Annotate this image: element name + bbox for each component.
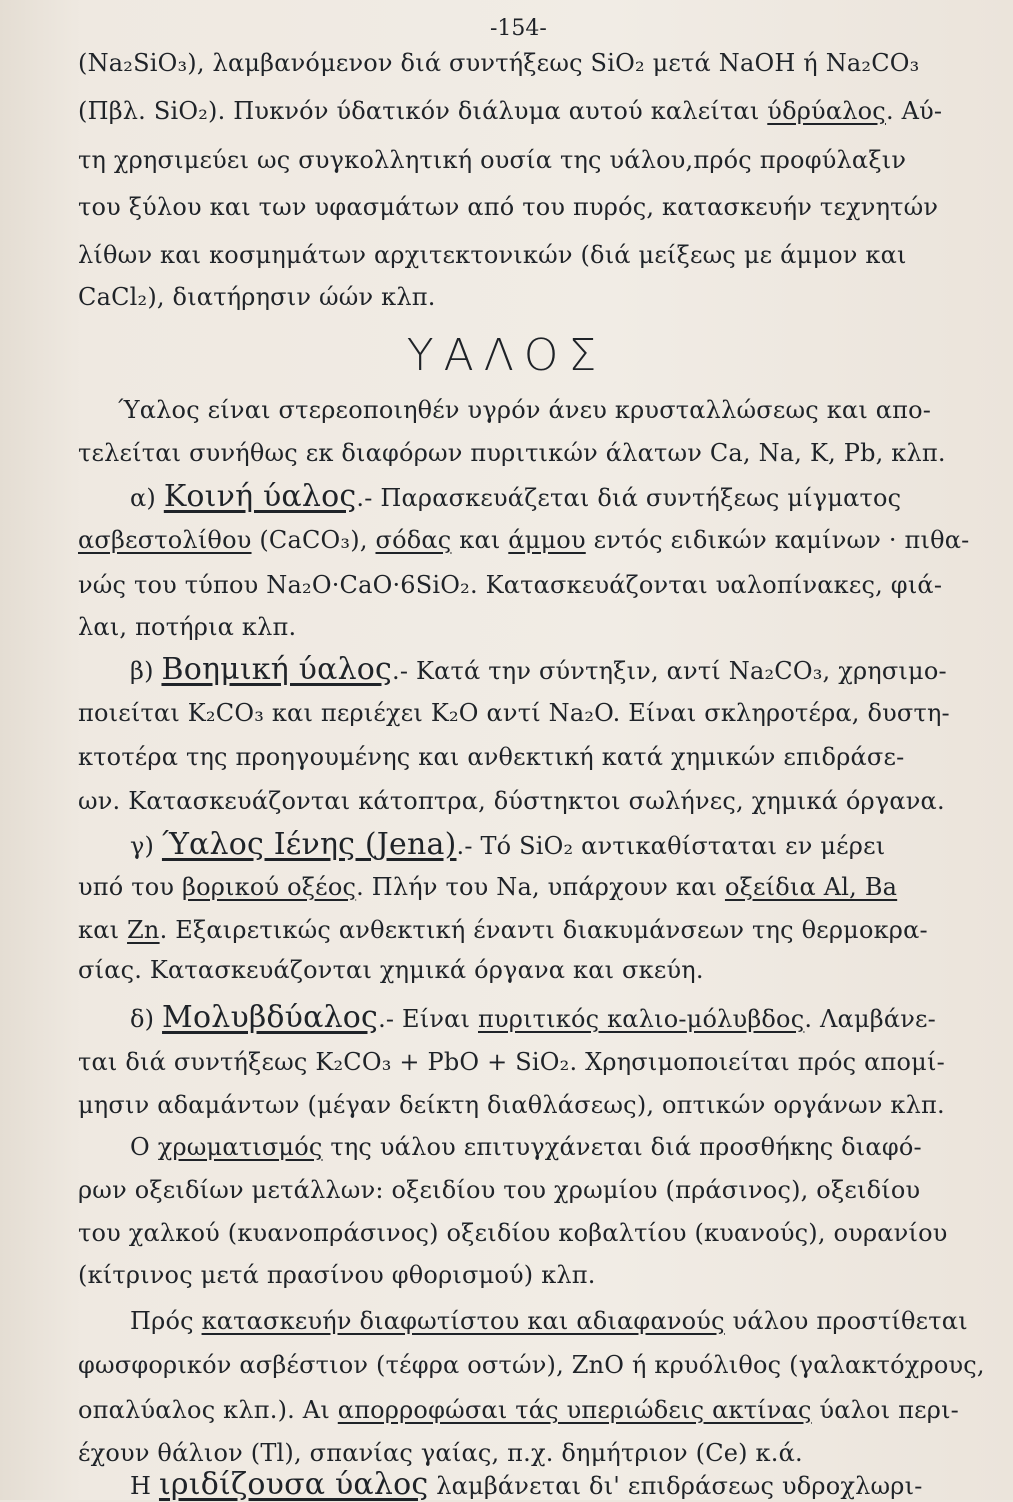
- page-number: -154-: [490, 16, 547, 41]
- term-iena-yalos: Ύαλος Ιένης (Jena): [161, 827, 457, 862]
- term-pyritikos: πυριτικός καλιο-μόλυβδος: [478, 1005, 805, 1033]
- term-xromatismos: χρωματισμός: [157, 1133, 323, 1161]
- item-a-marker: α): [130, 484, 164, 512]
- text-line-31: έχουν θάλιον (Tl), σπανίας γαίας, π.χ. δημήτριον (Ce) κ.ά.: [78, 1439, 803, 1467]
- text-line-5: λίθων και κοσμημάτων αρχιτεκτονικών (διά μείξεως με άμμον και: [78, 241, 907, 269]
- line-19-start: και: [78, 916, 128, 944]
- text-line-18: [78, 872, 983, 902]
- line-24-tail: της υάλου επιτυγχάνεται διά προσθήκης διαφό-: [322, 1133, 922, 1161]
- term-aporrofosai: απορροφώσαι τάς υπεριώδεις ακτίνας: [337, 1396, 812, 1424]
- item-a-line: [130, 479, 983, 514]
- line-30-start: οπαλύαλος κλπ.). Αι: [78, 1396, 338, 1424]
- item-b-line: [130, 652, 983, 687]
- term-hydryalos: ύδρύαλος: [767, 97, 886, 125]
- text-line-4: του ξύλου και των υφασμάτων από του πυρός, κατασκευήν τεχνητών: [78, 193, 939, 221]
- text-line-25: ρων οξειδίων μετάλλων: οξειδίου του χρωμίου (πράσινος), οξειδίου: [78, 1176, 921, 1204]
- term-kataskeuhn: κατασκευήν διαφωτίστου και αδιαφανούς: [201, 1307, 725, 1335]
- item-a-tail: .- Παρασκευάζεται διά συντήξεως μίγματος: [356, 484, 902, 512]
- term-molyvdyalos: Μολυβδύαλος: [162, 1000, 379, 1035]
- text-line-32: [130, 1467, 983, 1502]
- text-line-11: νώς του τύπου Na₂O·CaO·6SiO₂. Κατασκευάζονται υαλοπίνακες, φιά-: [78, 571, 943, 599]
- text-line-22: ται διά συντήξεως K₂CO₃ + PbO + SiO₂. Χρησιμοποιείται πρός απομί-: [78, 1048, 945, 1076]
- item-c-line: [130, 827, 983, 862]
- text-line-24: [130, 1132, 983, 1162]
- text-line-3: τη χρησιμεύει ως συγκολλητική ουσία της υάλου,πρός προφύλαξιν: [78, 146, 907, 174]
- item-d-marker: δ): [130, 1005, 163, 1033]
- item-d-tail: . Λαμβάνε-: [804, 1005, 936, 1033]
- text-line-28: [130, 1306, 983, 1336]
- text-line-15: κτοτέρα της προηγουμένης και ανθεκτική κατά χημικών επιδράσε-: [78, 743, 905, 771]
- term-zn: Zn: [127, 916, 160, 944]
- line-18-mid: . Πλήν του Na, υπάρχουν και: [356, 873, 725, 901]
- caco3-text: (CaCO₃),: [251, 526, 376, 554]
- text-line-16: ων. Κατασκευάζονται κάτοπτρα, δύστηκτοι σωλήνες, χημικά όργανα.: [78, 787, 945, 815]
- term-vorikou-oxeos: βορικού οξέος: [182, 873, 357, 901]
- term-vopmiki-yalos: Βοημική ύαλος: [161, 652, 393, 687]
- line-28-start: Πρός: [130, 1307, 202, 1335]
- text-line-27: (κίτρινος μετά πρασίνου φθορισμού) κλπ.: [78, 1261, 596, 1289]
- term-asvestolithou: ασβεστολίθου: [78, 526, 252, 554]
- item-b-tail: .- Κατά την σύντηξιν, αντί Na₂CO₃, χρησιμο-: [392, 657, 947, 685]
- line-2-tail: . Αύ-: [885, 97, 943, 125]
- text-line-8: τελείται συνήθως εκ διαφόρων πυριτικών άλατων Ca, Na, K, Pb, κλπ.: [78, 439, 946, 467]
- text-line-7: Ύαλος είναι στερεοποιηθέν υγρόν άνευ κρυσταλλώσεως και απο-: [118, 396, 932, 424]
- text-line-19: [78, 915, 983, 945]
- line-19-tail: . Εξαιρετικώς ανθεκτική έναντι διακυμάνσεων της θερμοκρα-: [159, 916, 928, 944]
- line-2-text: (Πβλ. SiO₂). Πυκνόν ύδατικόν διάλυμα αυτού καλείται: [78, 97, 768, 125]
- item-c-tail: .- Τό SiO₂ αντικαθίσταται εν μέρει: [456, 832, 886, 860]
- term-iridizousa: ιριδίζουσα ύαλος: [158, 1467, 429, 1502]
- text-line-6: CaCl₂), διατήρησιν ώών κλπ.: [78, 283, 436, 311]
- line-24-start: Ο: [130, 1133, 158, 1161]
- item-d-line: [130, 1000, 983, 1035]
- line-18-start: υπό του: [78, 873, 182, 901]
- line-32-start: Η: [130, 1472, 159, 1500]
- text-line-30: [78, 1395, 983, 1425]
- text-line-10: [78, 525, 983, 555]
- text-line-29: φωσφορικόν ασβέστιον (τέφρα οστών), ZnO ή κρυόλιθος (γαλακτόχρους,: [78, 1351, 985, 1379]
- section-heading: ΥΑΛΟΣ: [406, 330, 607, 381]
- text-line-20: σίας. Κατασκευάζονται χημικά όργανα και σκεύη.: [78, 956, 704, 984]
- text-line-2: [78, 96, 983, 126]
- text-line-1: (Na₂SiO₃), λαμβανόμενον διά συντήξεως SiO₂ μετά NaOH ή Na₂CO₃: [78, 49, 920, 77]
- text-line-23: μησιν αδαμάντων (μέγαν δείκτη διαθλάσεως), οπτικών οργάνων κλπ.: [78, 1091, 945, 1119]
- term-sodas: σόδας: [375, 526, 452, 554]
- line-30-tail: ύαλοι περι-: [811, 1396, 959, 1424]
- kai-text: και: [451, 526, 509, 554]
- text-line-12: λαι, ποτήρια κλπ.: [78, 613, 297, 641]
- item-c-marker: γ): [130, 832, 162, 860]
- term-ammou: άμμου: [508, 526, 586, 554]
- entos-text: εντός ειδικών καμίνων · πιθα-: [585, 526, 970, 554]
- item-b-marker: β): [130, 657, 162, 685]
- item-d-mid: .- Είναι: [378, 1005, 478, 1033]
- text-line-26: του χαλκού (κυανοπράσινος) οξειδίου κοβαλτίου (κυανούς), ουρανίου: [78, 1219, 948, 1247]
- term-koine-yalos: Κοινή ύαλος: [163, 479, 357, 514]
- term-oxeidia: οξείδια Al, Ba: [724, 873, 898, 901]
- line-32-tail: λαμβάνεται δι' επιδράσεως υδροχλωρι-: [428, 1472, 923, 1500]
- text-line-14: ποιείται K₂CO₃ και περιέχει K₂O αντί Na₂O. Είναι σκληροτέρα, δυστη-: [78, 699, 950, 727]
- line-28-tail: υάλου προστίθεται: [724, 1307, 968, 1335]
